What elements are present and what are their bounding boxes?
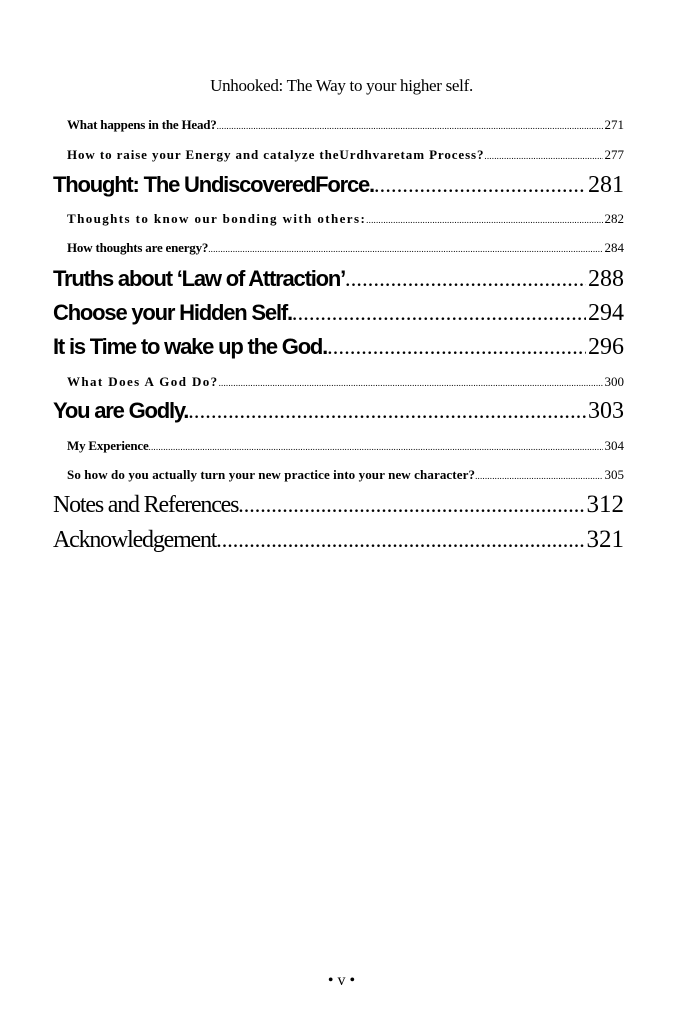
dot-leader: [208, 244, 602, 254]
toc-entry-page: 288: [588, 266, 624, 292]
toc-entry[interactable]: [53, 398, 624, 425]
toc-entry[interactable]: [67, 117, 624, 133]
toc-entry-title: It is Time to wake up the God.: [53, 334, 328, 359]
dot-leader: [216, 527, 584, 553]
toc-entry[interactable]: [53, 300, 624, 327]
toc-entry-page: 305: [604, 467, 624, 482]
dot-leader: [484, 151, 602, 161]
dot-leader: [366, 215, 602, 225]
toc-entry-title: So how do you actually turn your new practice into your new character?: [67, 467, 476, 482]
toc-entry[interactable]: [67, 240, 624, 256]
toc-entry-title: How thoughts are energy?: [67, 240, 209, 255]
toc-entry-page: 271: [604, 117, 624, 132]
toc-entry[interactable]: [53, 526, 624, 554]
toc-entry-title: My Experience: [67, 438, 149, 453]
toc-entry-page: 282: [604, 211, 624, 226]
toc-entry[interactable]: [53, 491, 624, 519]
dot-leader: [238, 492, 584, 518]
toc-entry[interactable]: [67, 467, 624, 483]
dot-leader: [149, 442, 603, 452]
toc-entry-title: Choose your Hidden Self.: [53, 300, 292, 325]
toc-entry-page: 277: [604, 147, 624, 162]
dot-leader: [327, 334, 586, 360]
toc-entry[interactable]: [67, 211, 624, 227]
dot-leader: [475, 471, 602, 481]
toc-entry-page: 300: [604, 374, 624, 389]
toc-entry-page: 294: [588, 300, 624, 326]
dot-leader: [374, 172, 586, 198]
dot-leader: [292, 300, 586, 326]
dot-leader: [219, 378, 603, 388]
dot-leader: [188, 398, 586, 424]
page-number: • v •: [327, 972, 356, 989]
toc-entry[interactable]: [53, 334, 624, 361]
toc-entry[interactable]: [67, 147, 624, 163]
toc-entry-title: Thoughts to know our bonding with others:: [67, 211, 367, 226]
running-header: Unhooked: The Way to your higher self.: [210, 76, 473, 95]
toc-entry-title: Acknowledgement: [53, 527, 217, 553]
toc-entry[interactable]: [67, 438, 624, 454]
dot-leader: [345, 266, 586, 292]
toc-entry[interactable]: [53, 172, 624, 199]
toc-entry-page: 321: [586, 526, 624, 553]
toc-entry-page: 312: [586, 491, 624, 518]
toc-entry[interactable]: [53, 266, 624, 293]
toc-entry-title: What happens in the Head?: [67, 117, 217, 132]
toc-entry-page: 303: [588, 398, 624, 424]
toc-entry-title: What Does A God Do?: [67, 374, 219, 389]
toc-entry-title: You are Godly.: [53, 398, 189, 423]
toc-entry-title: Thought: The UndiscoveredForce.: [53, 172, 374, 197]
toc-entry[interactable]: [67, 374, 624, 390]
toc-entry-page: 296: [588, 334, 624, 360]
toc-entry-title: Notes and References: [53, 492, 239, 518]
toc-entry-title: Truths about ‘Law of Attraction’: [53, 266, 345, 291]
toc-entry-page: 281: [588, 172, 624, 198]
toc-entry-page: 284: [604, 240, 624, 255]
dot-leader: [217, 121, 603, 131]
toc-entry-title: How to raise your Energy and catalyze theUrdhvaretam Process?: [67, 147, 485, 162]
toc-entry-page: 304: [604, 438, 624, 453]
